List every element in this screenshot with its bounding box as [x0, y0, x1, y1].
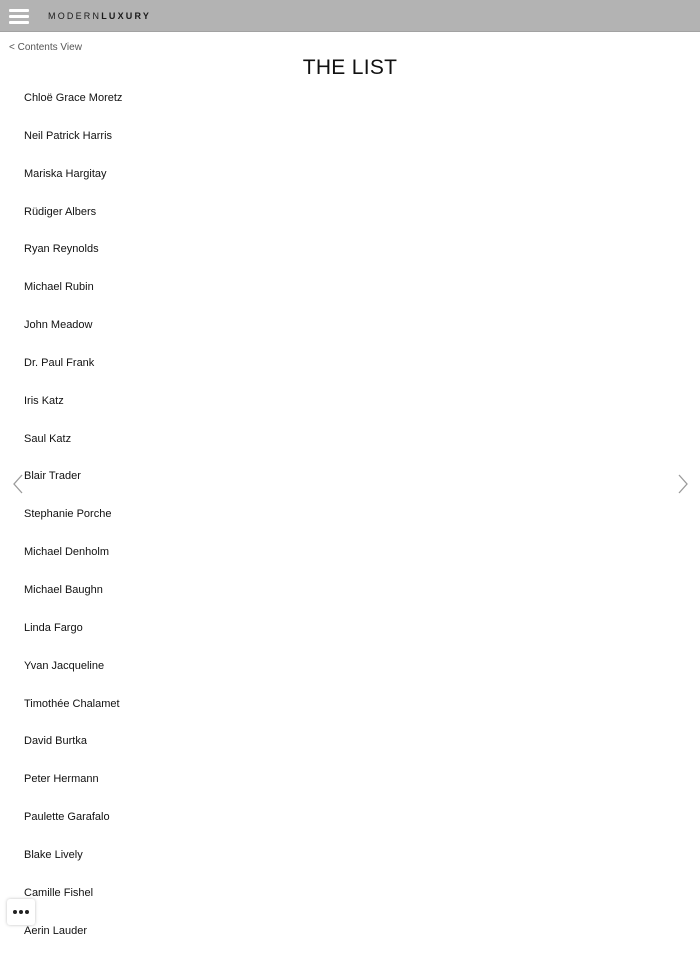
- list-item[interactable]: Saul Katz: [24, 432, 72, 445]
- list-item[interactable]: Michael Rubin: [24, 281, 94, 294]
- page-title: THE LIST: [302, 56, 398, 79]
- list-item[interactable]: Stephanie Porche: [24, 508, 112, 521]
- menu-line: [9, 9, 29, 12]
- list-item[interactable]: Blair Trader: [24, 470, 81, 483]
- list-item[interactable]: Mariska Hargitay: [24, 167, 107, 180]
- brand-logo[interactable]: [48, 10, 151, 22]
- list-item[interactable]: Paulette Garafalo: [24, 811, 110, 824]
- more-dots-icon[interactable]: [7, 899, 35, 925]
- list-item[interactable]: Rüdiger Albers: [24, 205, 97, 218]
- dot: [13, 910, 17, 914]
- list-item[interactable]: Yvan Jacqueline: [24, 659, 105, 672]
- contents-view-link[interactable]: < Contents View: [9, 42, 82, 53]
- list-item[interactable]: Blake Lively: [24, 848, 83, 861]
- list-item[interactable]: Ryan Reynolds: [24, 243, 99, 256]
- list-item[interactable]: Chloë Grace Moretz: [24, 92, 123, 104]
- menu-line: [9, 15, 29, 18]
- chevron-left-icon[interactable]: [12, 474, 24, 494]
- list-item[interactable]: Michael Baughn: [24, 583, 103, 596]
- list-item[interactable]: David Burtka: [24, 735, 87, 748]
- list-item[interactable]: Michael Denholm: [24, 546, 109, 559]
- dot: [25, 910, 29, 914]
- list-item[interactable]: Dr. Paul Frank: [24, 356, 95, 369]
- list-item[interactable]: Neil Patrick Harris: [24, 129, 113, 142]
- list-item[interactable]: Linda Fargo: [24, 621, 83, 634]
- list-item[interactable]: Iris Katz: [24, 394, 64, 407]
- list-item[interactable]: Peter Hermann: [24, 773, 99, 786]
- list-item[interactable]: Aerin Lauder: [24, 924, 87, 937]
- logo-text-bold: LUXURY: [101, 11, 152, 21]
- hamburger-menu-icon[interactable]: [9, 9, 29, 25]
- menu-line: [9, 21, 29, 24]
- name-list: [24, 90, 122, 960]
- list-item[interactable]: Timothée Chalamet: [24, 697, 120, 710]
- top-bar: [0, 0, 700, 32]
- list-item[interactable]: John Meadow: [24, 319, 93, 332]
- dot: [19, 910, 23, 914]
- chevron-right-icon[interactable]: [677, 474, 689, 494]
- list-item[interactable]: Camille Fishel: [24, 886, 94, 899]
- logo-text-light: MODERN: [48, 11, 102, 21]
